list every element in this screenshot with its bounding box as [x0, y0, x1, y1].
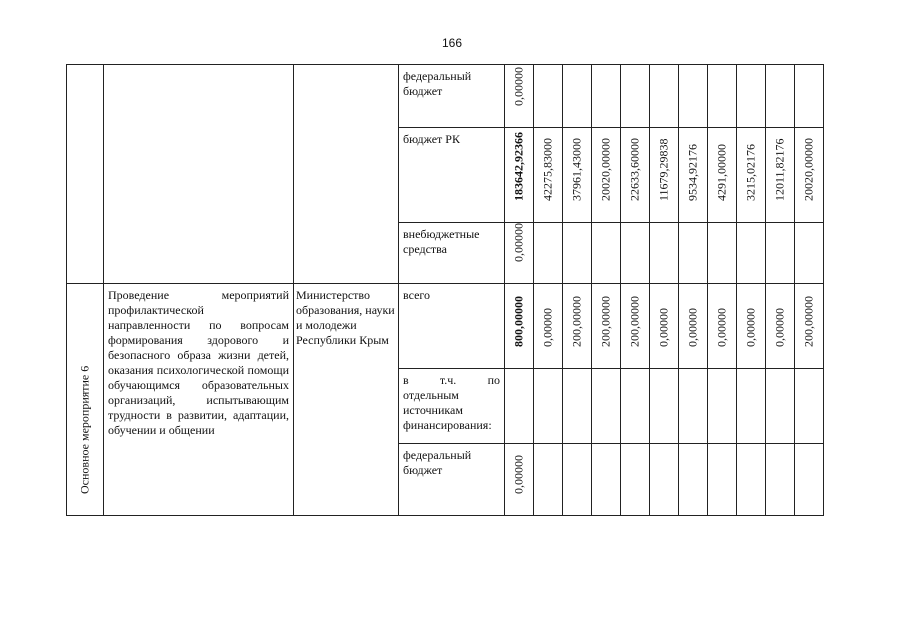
- row-federal-top: [67, 65, 824, 128]
- total-value: 0,00000: [511, 455, 526, 494]
- empty-cell: [294, 65, 399, 284]
- row-label: в т.ч. по отдельным источникам финансирования:: [403, 373, 500, 432]
- year-value: 12011,82176: [772, 138, 787, 201]
- year-value: 11679,29838: [656, 138, 671, 201]
- year-value: 0,00000: [714, 308, 729, 347]
- year-value: 20020,00000: [598, 138, 613, 201]
- row-label: внебюджетные средства: [403, 227, 480, 256]
- year-value: 0,00000: [743, 308, 758, 347]
- year-value: 200,00000: [598, 296, 613, 347]
- year-value: 42275,83000: [540, 138, 555, 201]
- row-label: всего: [403, 288, 431, 302]
- row-label: бюджет РК: [403, 132, 460, 146]
- year-value: 20020,00000: [801, 138, 816, 201]
- measure-description: Проведение мероприятий профилактической направленности по вопросам формирования здорового и безопасного образа жизни детей, оказания психологической помощи обучающимся образовательных организаций, испытывающим трудности в развитии, адаптации, обучении и общении: [108, 288, 289, 437]
- year-value: 0,00000: [540, 308, 555, 347]
- year-value: 4291,00000: [714, 144, 729, 201]
- year-value: 0,00000: [685, 308, 700, 347]
- total-value: 800,00000: [511, 296, 526, 347]
- row-measure6-total: [67, 284, 824, 369]
- empty-cell: [67, 65, 104, 284]
- empty-cell: [104, 65, 294, 284]
- total-value: 183642,92366: [511, 132, 526, 201]
- year-value: 22633,60000: [627, 138, 642, 201]
- year-value: 200,00000: [627, 296, 642, 347]
- year-value: 0,00000: [772, 308, 787, 347]
- budget-table: [66, 64, 824, 516]
- year-value: 0,00000: [656, 308, 671, 347]
- year-value: 200,00000: [801, 296, 816, 347]
- page-number: 166: [441, 36, 463, 50]
- measure-label: Основное мероприятие 6: [77, 365, 92, 494]
- year-value: 37961,43000: [569, 138, 584, 201]
- year-value: 200,00000: [569, 296, 584, 347]
- total-value: 0,00000: [511, 223, 526, 262]
- year-value: 3215,02176: [743, 144, 758, 201]
- row-label: федеральный бюджет: [403, 69, 472, 98]
- year-value: 9534,92176: [685, 144, 700, 201]
- executor: Министерство образования, науки и молодежи Республики Крым: [296, 288, 395, 347]
- row-label: федеральный бюджет: [403, 448, 472, 477]
- total-value: 0,00000: [511, 67, 526, 106]
